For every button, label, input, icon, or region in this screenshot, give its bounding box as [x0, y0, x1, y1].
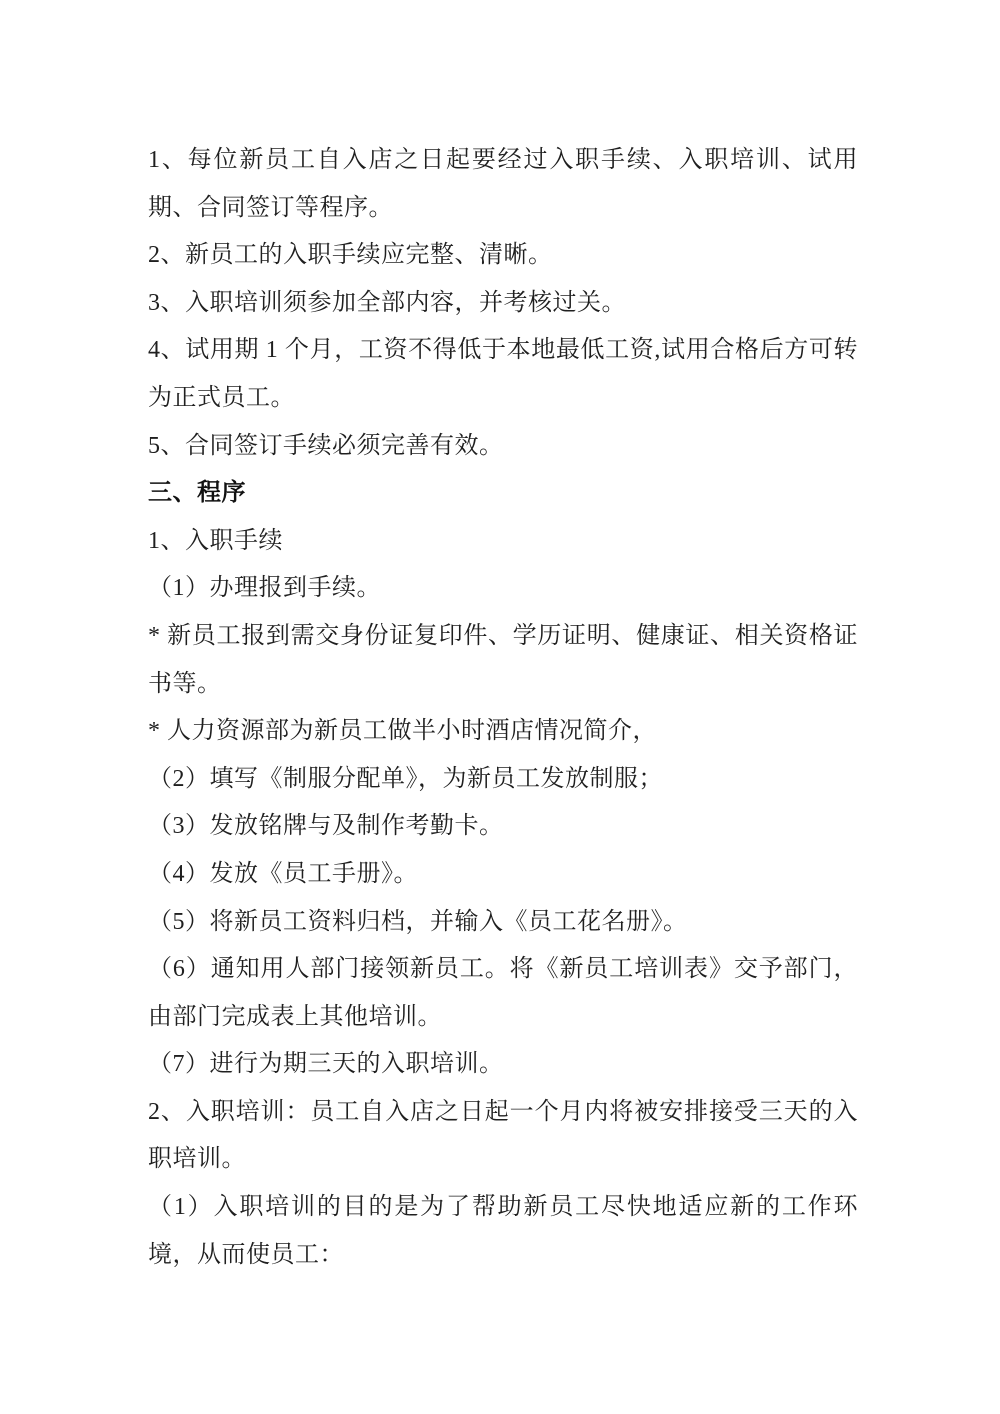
- paragraph: （5）将新员工资料归档，并输入《员工花名册》。: [148, 908, 688, 935]
- paragraph: 4、试用期 1 个月，工资不得低于本地最低工资,试用合格后方可转为正式员工。: [148, 337, 858, 411]
- paragraph: （3）发放铭牌与及制作考勤卡。: [148, 813, 504, 840]
- paragraph: * 人力资源部为新员工做半小时酒店情况简介，: [148, 718, 657, 745]
- paragraph: * 新员工报到需交身份证复印件、学历证明、健康证、相关资格证书等。: [148, 622, 858, 697]
- paragraph: （4）发放《员工手册》。: [148, 860, 418, 887]
- document-content: [148, 137, 858, 1279]
- paragraph: （1）入职培训的目的是为了帮助新员工尽快地适应新的工作环境，从而使员工：: [148, 1194, 858, 1268]
- paragraph: 3、入职培训须参加全部内容，并考核过关。: [148, 289, 626, 316]
- paragraph: 2、入职培训：员工自入店之日起一个月内将被安排接受三天的入职培训。: [148, 1098, 858, 1173]
- paragraph: （7）进行为期三天的入职培训。: [148, 1051, 504, 1078]
- paragraph: （6）通知用人部门接领新员工。将《新员工培训表》交予部门，由部门完成表上其他培训。: [148, 956, 858, 1030]
- paragraph: （1）办理报到手续。: [148, 575, 381, 602]
- paragraph: 5、合同签订手续必须完善有效。: [148, 432, 504, 459]
- paragraph: 1、每位新员工自入店之日起要经过入职手续、入职培训、试用期、合同签订等程序。: [148, 147, 858, 221]
- paragraph: （2）填写《制服分配单》，为新员工发放制服；: [148, 765, 663, 792]
- section-heading: 三、程序: [148, 480, 246, 507]
- paragraph: 2、新员工的入职手续应完整、清晰。: [148, 242, 553, 269]
- paragraph: 1、入职手续: [148, 527, 283, 554]
